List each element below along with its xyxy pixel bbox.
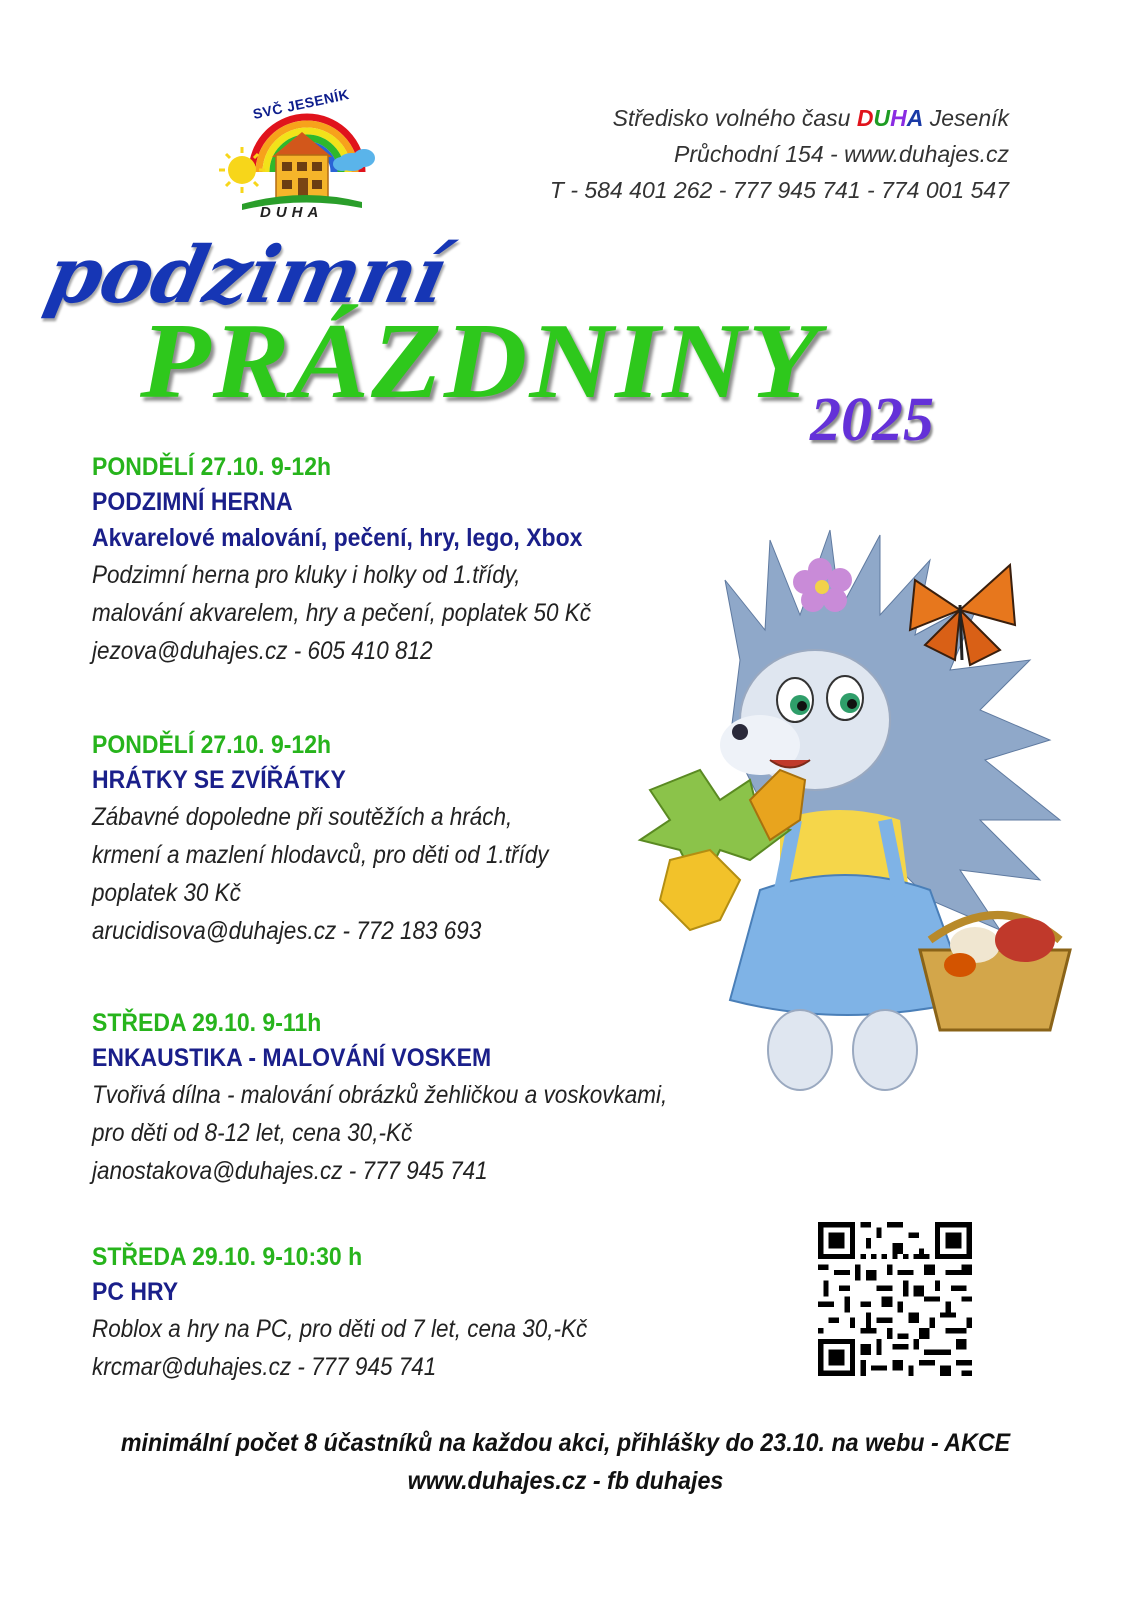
event-title: ENKAUSTIKA - MALOVÁNÍ VOSKEM xyxy=(92,1044,492,1072)
duha-logo xyxy=(212,85,392,232)
event-description: pro děti od 8-12 let, cena 30,-Kč xyxy=(92,1119,413,1147)
event-description: Tvořivá dílna - malování obrázků žehličkou a voskovkami, xyxy=(92,1081,668,1109)
title-main: PRÁZDNINY xyxy=(140,302,821,421)
header-line-1 xyxy=(550,100,1009,136)
event-contact: arucidisova@duhajes.cz - 772 183 693 xyxy=(92,917,482,945)
event-podzimni-herna xyxy=(92,450,646,670)
event-title: HRÁTKY SE ZVÍŘÁTKY xyxy=(92,766,346,794)
footer-line-1: minimální počet 8 účastníků na každou akci, přihlášky do 23.10. na webu - AKCE xyxy=(120,1429,1011,1457)
event-title: PODZIMNÍ HERNA xyxy=(92,488,293,516)
logo-bottom-text: DUHA xyxy=(260,204,324,221)
event-date: PONDĚLÍ 27.10. 9-12h xyxy=(92,731,332,759)
event-description: Roblox a hry na PC, pro děti od 7 let, cena 30,-Kč xyxy=(92,1315,588,1343)
event-subtitle: Akvarelové malování, pečení, hry, lego, Xbox xyxy=(92,524,583,552)
event-date: STŘEDA 29.10. 9-10:30 h xyxy=(92,1243,363,1271)
org-name: Středisko volného času xyxy=(612,105,851,131)
footer-note xyxy=(0,1424,1131,1500)
event-description: malování akvarelem, hry a pečení, poplatek 50 Kč xyxy=(92,599,592,627)
header-address: Průchodní 154 - www.duhajes.cz xyxy=(674,141,1009,167)
title-year: 2025 xyxy=(810,386,934,454)
event-pc-hry xyxy=(92,1240,642,1386)
event-enkaustika xyxy=(92,1006,731,1190)
qr-code[interactable] xyxy=(818,1222,972,1376)
header-phones: T - 584 401 262 - 777 945 741 - 774 001 547 xyxy=(549,177,1009,203)
org-city: Jeseník xyxy=(929,105,1009,131)
event-title: PC HRY xyxy=(92,1278,179,1306)
event-description: krmení a mazlení hlodavců, pro děti od 1.třídy xyxy=(92,841,549,869)
logo-top-text: SVČ JESENÍK xyxy=(251,85,351,123)
event-description: Zábavné dopoledne při soutěžích a hrách, xyxy=(92,803,513,831)
event-description: Podzimní herna pro kluky i holky od 1.třídy, xyxy=(92,561,521,589)
event-description: poplatek 30 Kč xyxy=(92,879,241,907)
event-contact: janostakova@duhajes.cz - 777 945 741 xyxy=(92,1157,488,1185)
event-date: PONDĚLÍ 27.10. 9-12h xyxy=(92,453,332,481)
qr-code-icon xyxy=(818,1222,972,1376)
event-contact: krcmar@duhajes.cz - 777 945 741 xyxy=(92,1353,437,1381)
header-contact xyxy=(550,100,1009,208)
event-date: STŘEDA 29.10. 9-11h xyxy=(92,1009,322,1037)
duha-colored-word: DUHA xyxy=(856,105,924,131)
title-script: podzimní xyxy=(38,230,454,321)
footer-line-2: www.duhajes.cz - fb duhajes xyxy=(407,1467,724,1495)
event-hratky-se-zviratky xyxy=(92,728,599,950)
event-contact: jezova@duhajes.cz - 605 410 812 xyxy=(92,637,433,665)
